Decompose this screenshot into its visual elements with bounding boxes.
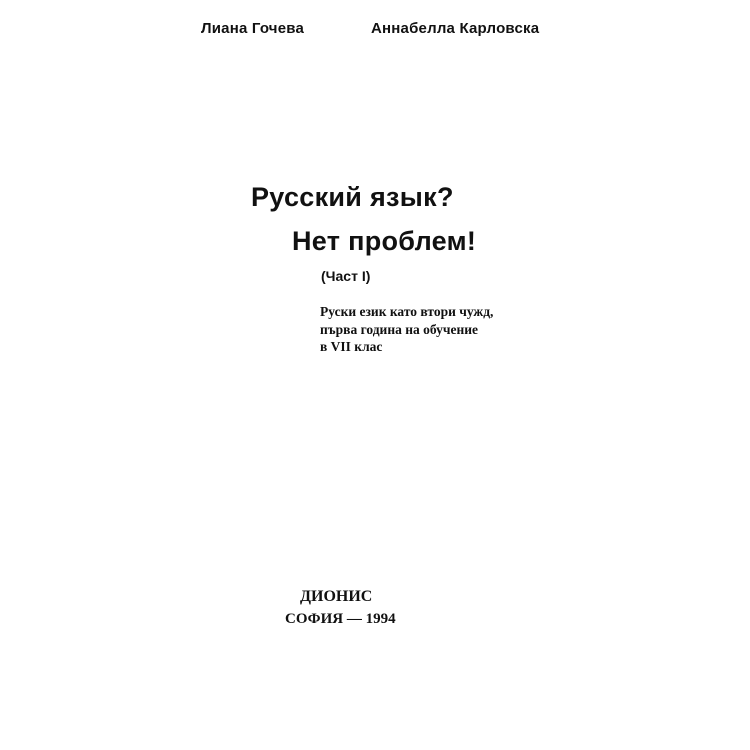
author-name: Лиана Гочева [201,20,305,37]
book-subtitle [320,303,493,356]
subtitle-line: Руски език като втори чужд, [320,304,494,319]
city-year: СОФИЯ — 1994 [285,611,396,627]
publisher-name: ДИОНИС [300,588,373,605]
book-title-line-2: Нет проблем! [292,226,477,256]
subtitle-line: в VII клас [320,339,383,354]
part-label: (Част I) [321,268,371,284]
subtitle-line: първа година на обучение [320,321,479,337]
book-title-line-1: Русский язык? [251,182,454,212]
author-name: Аннабелла Карловска [371,20,540,37]
